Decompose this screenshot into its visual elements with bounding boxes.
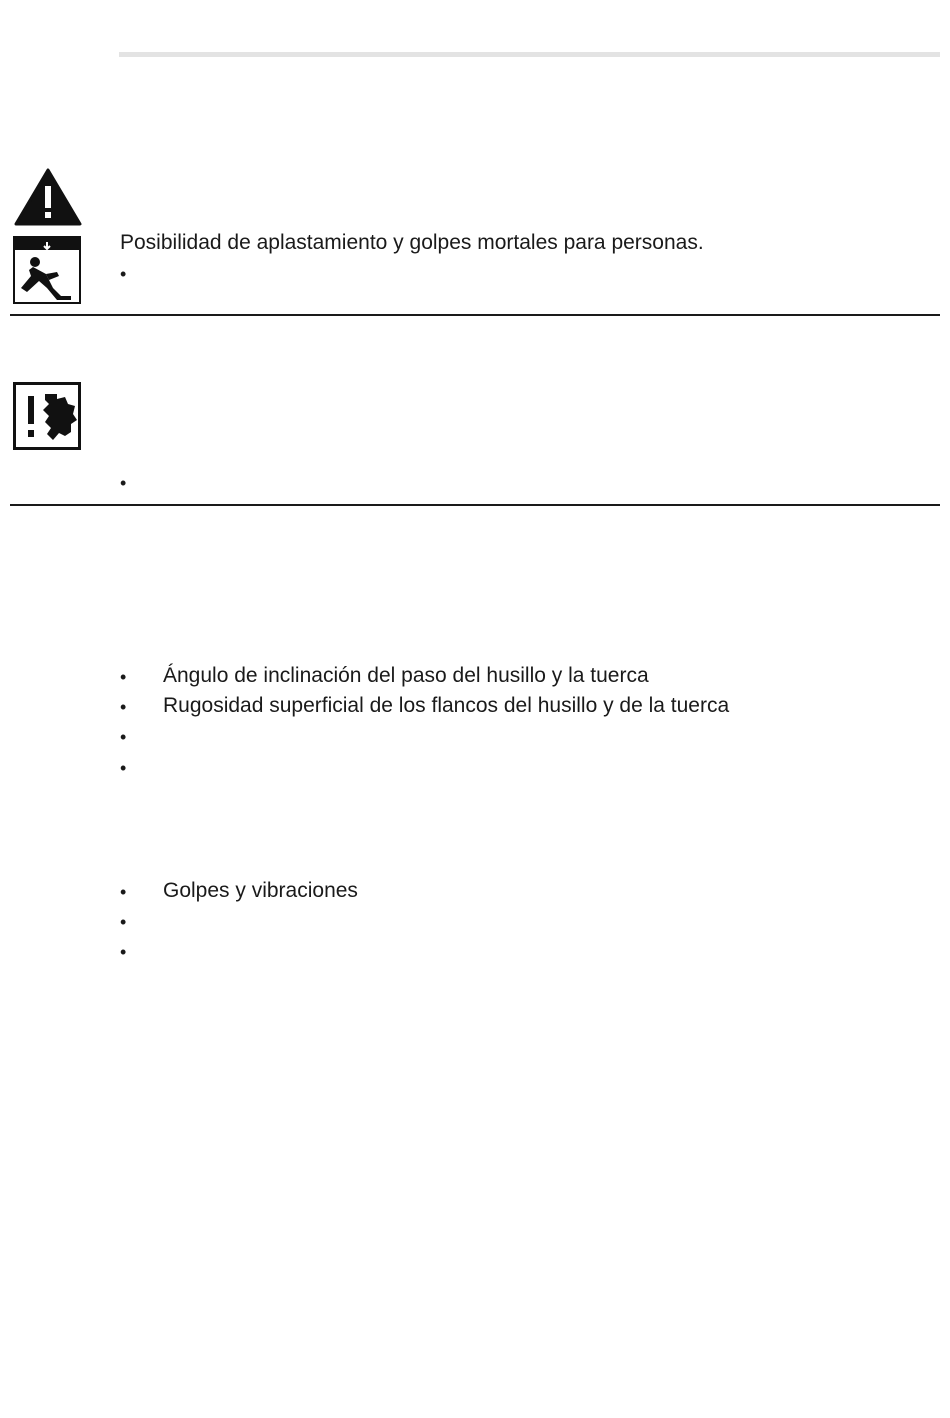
bullet-marker: •: [120, 912, 127, 932]
bullet-marker: •: [120, 727, 127, 747]
bullet-marker: •: [120, 942, 127, 962]
header-rule: [119, 52, 940, 57]
bullet-marker: •: [120, 264, 127, 284]
bullet-marker: •: [120, 473, 127, 493]
bullet-marker: •: [120, 882, 127, 902]
section-divider: [10, 504, 940, 506]
list-item-text: Ángulo de inclinación del paso del husillo y la tuerca: [163, 664, 649, 687]
crushing-hazard-icon: [13, 236, 81, 309]
warning-triangle-icon: [14, 168, 82, 231]
machine-damage-caution-icon: [13, 382, 81, 455]
hazard-description: Posibilidad de aplastamiento y golpes mortales para personas.: [120, 231, 704, 254]
list-item-text: Rugosidad superficial de los flancos del husillo y de la tuerca: [163, 694, 730, 717]
list-item-text: Golpes y vibraciones: [163, 879, 358, 902]
bullet-marker: •: [120, 667, 127, 687]
section-divider: [10, 314, 940, 316]
bullet-marker: •: [120, 697, 127, 717]
bullet-marker: •: [120, 758, 127, 778]
